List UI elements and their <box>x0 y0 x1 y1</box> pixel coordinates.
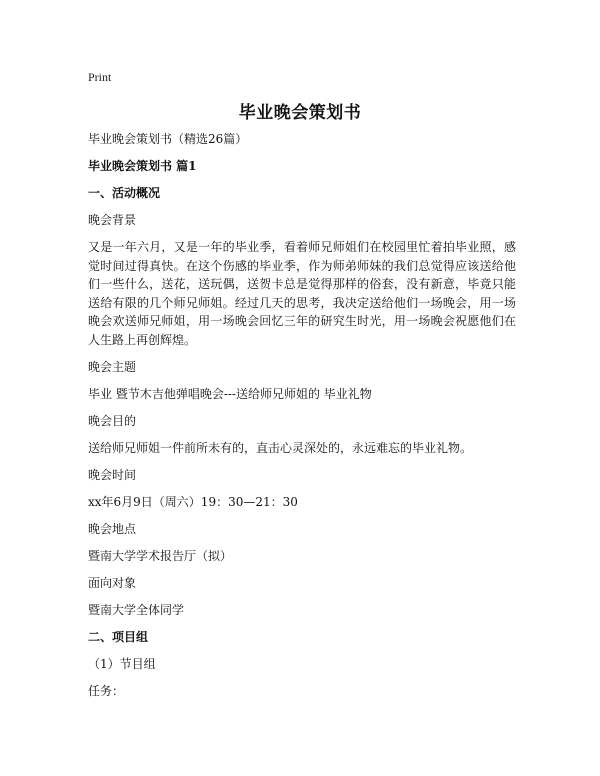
audience-text: 暨南大学全体同学 <box>88 603 185 617</box>
heading-project-group: 二、项目组 <box>88 630 149 644</box>
section-title: 毕业晚会策划书 篇1 <box>88 159 197 173</box>
print-label: Print <box>88 70 112 84</box>
document-title: 毕业晚会策划书 <box>238 103 362 123</box>
location-text: 暨南大学学术报告厅（拟） <box>88 549 233 563</box>
label-theme: 晚会主题 <box>88 360 137 374</box>
theme-text: 毕业 暨节木吉他弹唱晚会---送给师兄师姐的 毕业礼物 <box>88 387 372 401</box>
subheading-program-group: （1）节目组 <box>88 657 156 671</box>
time-text: xx年6月9日（周六）19：30—21：30 <box>88 495 298 509</box>
label-time: 晚会时间 <box>88 468 137 482</box>
label-audience: 面向对象 <box>88 576 137 590</box>
label-location: 晚会地点 <box>88 522 137 536</box>
purpose-text: 送给师兄师姐一件前所未有的，直击心灵深处的，永远难忘的毕业礼物。 <box>88 441 473 455</box>
document-subtitle: 毕业晚会策划书（精选26篇） <box>88 132 248 146</box>
heading-activity-overview: 一、活动概况 <box>88 186 161 200</box>
document-body <box>88 130 516 708</box>
background-text: 又是一年六月，又是一年的毕业季，看着师兄师姐们在校园里忙着拍毕业照，感觉时间过得真快。在这个伤感的毕业季，作为师弟师妹的我们总觉得应该送给他们一些什么，送花，送玩偶，送贺卡总是觉得那样的俗套，没有新意，毕竟只能送给有限的几个师兄师姐。经过几天的思考，我决定送给他们一场晚会，用一场晚会欢送师兄师姐，用一场晚会回忆三年的研究生时光，用一场晚会祝愿他们在人生路上再创辉煌。 <box>88 240 516 347</box>
label-background: 晚会背景 <box>88 213 137 227</box>
label-purpose: 晚会目的 <box>88 414 137 428</box>
label-task: 任务： <box>88 684 125 698</box>
